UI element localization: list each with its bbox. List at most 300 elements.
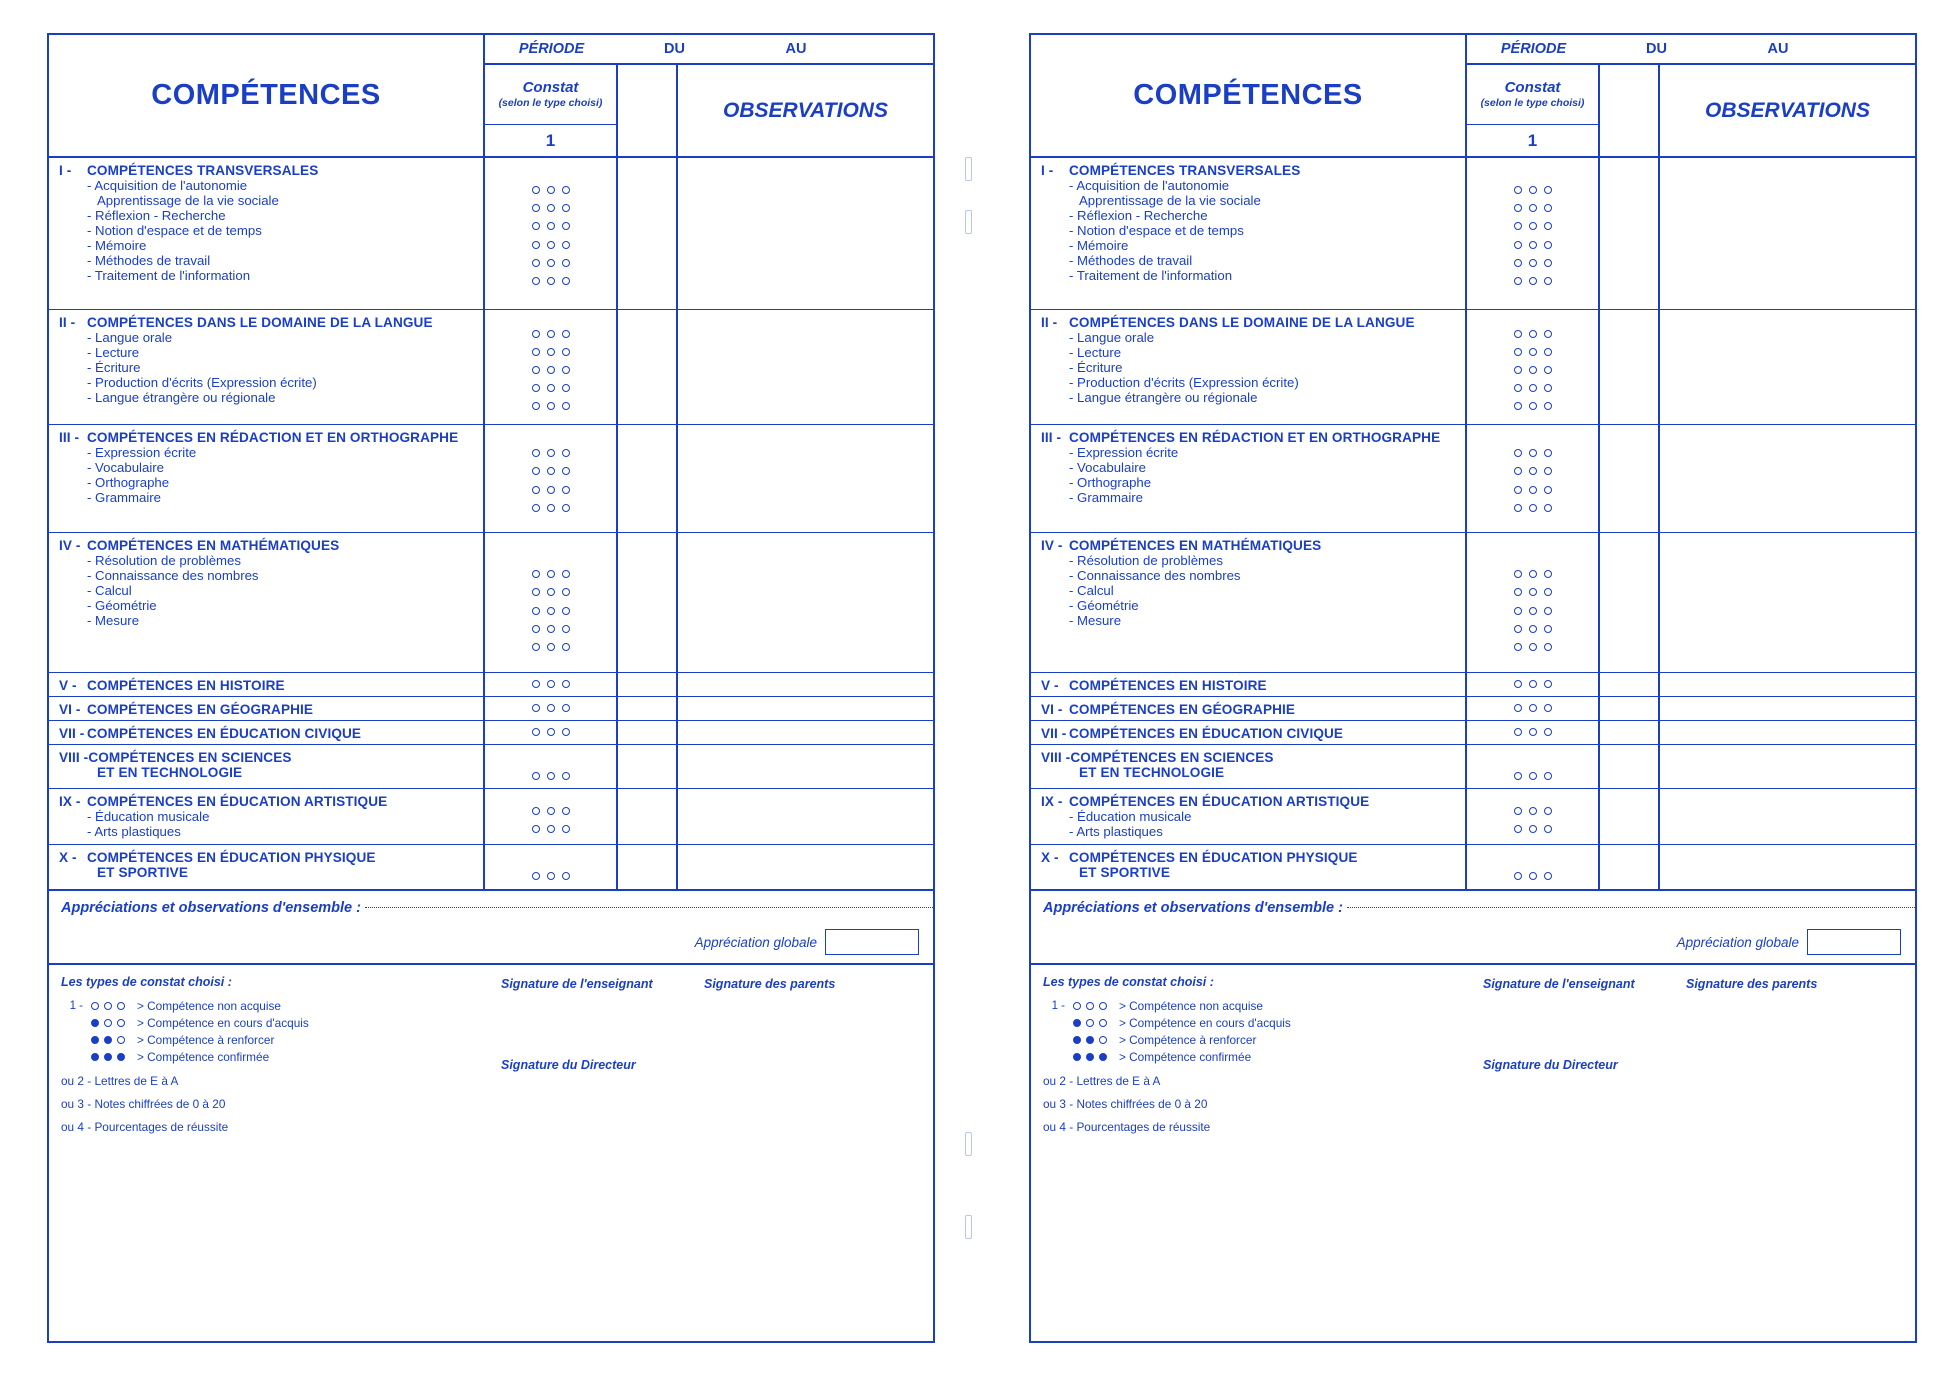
constat-dot-group[interactable] — [485, 402, 616, 410]
constat-dot-group[interactable] — [1467, 704, 1598, 712]
constat-dot[interactable] — [1514, 259, 1522, 267]
constat-dot[interactable] — [547, 402, 555, 410]
constat-dot-group[interactable] — [1467, 486, 1598, 494]
constat-dot-group[interactable] — [485, 186, 616, 194]
constat-dot[interactable] — [1544, 204, 1552, 212]
constat-dot[interactable] — [1544, 222, 1552, 230]
constat-dot[interactable] — [1544, 607, 1552, 615]
section-observations-cell[interactable] — [1660, 425, 1915, 532]
section-item: Apprentissage de la vie sociale — [1079, 193, 1261, 208]
constat-dot[interactable] — [547, 348, 555, 356]
constat-dot[interactable] — [562, 728, 570, 736]
constat-dot[interactable] — [532, 807, 540, 815]
constat-dot-group[interactable] — [1467, 807, 1598, 815]
legend-dot-group — [1071, 1002, 1119, 1010]
constat-dot[interactable] — [1529, 625, 1537, 633]
signature-teacher-label: Signature de l'enseignant — [1483, 977, 1635, 991]
constat-dot-group[interactable] — [485, 241, 616, 249]
constat-dot-group[interactable] — [1467, 277, 1598, 285]
constat-dot[interactable] — [562, 588, 570, 596]
section-blank-cell[interactable] — [1600, 721, 1660, 744]
constat-dot[interactable] — [562, 486, 570, 494]
competency-section — [1031, 789, 1915, 845]
section-observations-cell[interactable] — [1660, 310, 1915, 424]
constat-dot-group[interactable] — [1467, 222, 1598, 230]
constat-dot[interactable] — [532, 259, 540, 267]
constat-dot[interactable] — [547, 186, 555, 194]
constat-dot[interactable] — [562, 259, 570, 267]
constat-dot[interactable] — [1529, 259, 1537, 267]
constat-dot-group[interactable] — [485, 449, 616, 457]
constat-dot-group[interactable] — [1467, 680, 1598, 688]
constat-dot[interactable] — [547, 570, 555, 578]
constat-dot[interactable] — [547, 486, 555, 494]
section-observations-cell[interactable] — [1660, 673, 1915, 696]
constat-dot[interactable] — [1514, 807, 1522, 815]
constat-dot[interactable] — [1544, 872, 1552, 880]
constat-dot[interactable] — [1529, 449, 1537, 457]
section-blank-cell[interactable] — [1600, 533, 1660, 672]
constat-dot[interactable] — [547, 704, 555, 712]
period-row — [485, 35, 933, 65]
constat-dot[interactable] — [1529, 186, 1537, 194]
constat-dot[interactable] — [1529, 241, 1537, 249]
competency-section — [1031, 533, 1915, 673]
constat-dot[interactable] — [1544, 330, 1552, 338]
constat-dot[interactable] — [1514, 607, 1522, 615]
constat-dot-group[interactable] — [485, 204, 616, 212]
constat-dot-group[interactable] — [485, 607, 616, 615]
constat-dot[interactable] — [532, 625, 540, 633]
section-blank-cell[interactable] — [618, 310, 678, 424]
constat-dot-group[interactable] — [485, 570, 616, 578]
constat-dot[interactable] — [1544, 241, 1552, 249]
constat-dot[interactable] — [532, 504, 540, 512]
constat-dot[interactable] — [547, 449, 555, 457]
constat-dot[interactable] — [1544, 807, 1552, 815]
constat-dot[interactable] — [1544, 486, 1552, 494]
constat-dot[interactable] — [1514, 330, 1522, 338]
constat-dot-group[interactable] — [485, 643, 616, 651]
constat-dot[interactable] — [1544, 402, 1552, 410]
section-item: Apprentissage de la vie sociale — [97, 193, 279, 208]
legend-alternative: ou 4 - Pourcentages de réussite — [1043, 1120, 1211, 1134]
constat-dot[interactable] — [547, 259, 555, 267]
constat-dot[interactable] — [562, 186, 570, 194]
section-observations-cell[interactable] — [1660, 845, 1915, 889]
constat-dot-group[interactable] — [1467, 504, 1598, 512]
constat-dot-group[interactable] — [1467, 259, 1598, 267]
constat-dot[interactable] — [562, 825, 570, 833]
constat-dot-group[interactable] — [1467, 348, 1598, 356]
constat-dot-group[interactable] — [485, 366, 616, 374]
constat-dot[interactable] — [562, 872, 570, 880]
appreciation-dotted-line[interactable] — [365, 907, 933, 908]
legend-row — [61, 1014, 933, 1031]
competency-section — [49, 845, 933, 889]
constat-dot-group[interactable] — [485, 504, 616, 512]
constat-dot[interactable] — [562, 607, 570, 615]
constat-dot[interactable] — [1514, 772, 1522, 780]
section-blank-cell[interactable] — [618, 673, 678, 696]
constat-dot[interactable] — [547, 277, 555, 285]
constat-dot[interactable] — [1514, 204, 1522, 212]
section-observations-cell[interactable] — [1660, 789, 1915, 844]
constat-dot[interactable] — [1529, 570, 1537, 578]
constat-dot[interactable] — [532, 588, 540, 596]
constat-dot[interactable] — [1514, 872, 1522, 880]
constat-dot[interactable] — [532, 384, 540, 392]
section-item: - Notion d'espace et de temps — [87, 223, 262, 238]
constat-dot[interactable] — [1544, 467, 1552, 475]
constat-dot[interactable] — [532, 570, 540, 578]
constat-dot[interactable] — [1529, 704, 1537, 712]
constat-dot[interactable] — [1514, 825, 1522, 833]
constat-dot[interactable] — [1529, 772, 1537, 780]
section-labels — [49, 845, 485, 889]
constat-dot[interactable] — [1514, 625, 1522, 633]
section-observations-cell[interactable] — [1660, 745, 1915, 788]
section-heading-2-text: ET SPORTIVE — [97, 865, 188, 880]
constat-dot[interactable] — [1514, 366, 1522, 374]
constat-dot[interactable] — [1514, 704, 1522, 712]
constat-dot[interactable] — [547, 728, 555, 736]
constat-dot[interactable] — [562, 241, 570, 249]
constat-dot[interactable] — [562, 402, 570, 410]
constat-dot[interactable] — [532, 241, 540, 249]
constat-dot-group[interactable] — [485, 625, 616, 633]
constat-dot-group[interactable] — [485, 728, 616, 736]
constat-dot[interactable] — [1514, 570, 1522, 578]
section-blank-cell[interactable] — [1600, 697, 1660, 720]
constat-dot-group[interactable] — [485, 872, 616, 880]
constat-dot[interactable] — [1544, 449, 1552, 457]
constat-dot[interactable] — [532, 402, 540, 410]
constat-dot[interactable] — [562, 277, 570, 285]
section-observations-cell[interactable] — [678, 745, 933, 788]
constat-dot[interactable] — [532, 680, 540, 688]
constat-dot[interactable] — [1514, 277, 1522, 285]
constat-dot[interactable] — [562, 348, 570, 356]
constat-dot[interactable] — [562, 772, 570, 780]
constat-dot[interactable] — [547, 384, 555, 392]
constat-dot[interactable] — [532, 449, 540, 457]
constat-dot[interactable] — [532, 277, 540, 285]
constat-dot[interactable] — [532, 872, 540, 880]
section-blank-cell[interactable] — [1600, 425, 1660, 532]
constat-dot[interactable] — [1514, 467, 1522, 475]
constat-dot[interactable] — [1514, 222, 1522, 230]
constat-dot-group[interactable] — [485, 807, 616, 815]
section-observations-cell[interactable] — [678, 721, 933, 744]
observations-column-header — [1660, 65, 1915, 156]
constat-dot[interactable] — [1529, 680, 1537, 688]
constat-dot-group[interactable] — [485, 259, 616, 267]
constat-dot[interactable] — [547, 643, 555, 651]
constat-dot[interactable] — [547, 680, 555, 688]
constat-dot[interactable] — [1544, 625, 1552, 633]
constat-dot-group[interactable] — [485, 348, 616, 356]
constat-dot[interactable] — [547, 607, 555, 615]
constat-dot[interactable] — [1529, 330, 1537, 338]
constat-dot-group[interactable] — [1467, 330, 1598, 338]
section-observations-cell[interactable] — [678, 845, 933, 889]
section-heading — [49, 794, 483, 809]
section-blank-cell[interactable] — [618, 697, 678, 720]
constat-dot-group[interactable] — [485, 330, 616, 338]
constat-dot[interactable] — [562, 467, 570, 475]
constat-dot[interactable] — [562, 704, 570, 712]
constat-dot-group[interactable] — [1467, 449, 1598, 457]
constat-dot[interactable] — [1514, 186, 1522, 194]
constat-dot[interactable] — [1529, 366, 1537, 374]
section-observations-cell[interactable] — [1660, 533, 1915, 672]
constat-dot-group[interactable] — [1467, 366, 1598, 374]
constat-dot-group[interactable] — [1467, 467, 1598, 475]
constat-dot-group[interactable] — [1467, 402, 1598, 410]
constat-dot[interactable] — [1529, 222, 1537, 230]
legend-dot — [91, 1019, 99, 1027]
constat-dot[interactable] — [1544, 259, 1552, 267]
section-blank-cell[interactable] — [1600, 845, 1660, 889]
constat-dot[interactable] — [547, 330, 555, 338]
legend-dot — [1086, 1036, 1094, 1044]
signature-director-label: Signature du Directeur — [1483, 1058, 1618, 1072]
constat-dot[interactable] — [1529, 204, 1537, 212]
constat-dot[interactable] — [1544, 277, 1552, 285]
constat-dot[interactable] — [532, 186, 540, 194]
constat-dot[interactable] — [547, 625, 555, 633]
constat-dot[interactable] — [532, 825, 540, 833]
constat-dot[interactable] — [1514, 449, 1522, 457]
constat-dot-group[interactable] — [1467, 570, 1598, 578]
constat-dot-group[interactable] — [1467, 186, 1598, 194]
constat-dot-group[interactable] — [1467, 625, 1598, 633]
legend-alternative: ou 4 - Pourcentages de réussite — [61, 1120, 229, 1134]
constat-dot[interactable] — [1529, 643, 1537, 651]
constat-dot[interactable] — [532, 204, 540, 212]
constat-dot-group[interactable] — [485, 467, 616, 475]
constat-dot[interactable] — [562, 384, 570, 392]
binding-mark — [965, 210, 972, 234]
constat-dot-group[interactable] — [485, 222, 616, 230]
section-constat-cells — [485, 697, 618, 720]
section-observations-cell[interactable] — [678, 673, 933, 696]
constat-dot-group[interactable] — [1467, 825, 1598, 833]
constat-dot[interactable] — [532, 772, 540, 780]
constat-dot[interactable] — [1544, 384, 1552, 392]
section-blank-cell[interactable] — [1600, 673, 1660, 696]
constat-dot[interactable] — [547, 504, 555, 512]
legend-alternatives — [49, 1074, 933, 1134]
constat-dot[interactable] — [562, 204, 570, 212]
constat-dot-group[interactable] — [485, 588, 616, 596]
constat-dot[interactable] — [532, 467, 540, 475]
section-heading — [1031, 430, 1465, 445]
constat-dot[interactable] — [1529, 728, 1537, 736]
constat-dot[interactable] — [1544, 643, 1552, 651]
constat-dot[interactable] — [562, 625, 570, 633]
constat-dot-group[interactable] — [1467, 772, 1598, 780]
constat-dot[interactable] — [1529, 825, 1537, 833]
constat-dot[interactable] — [1529, 807, 1537, 815]
spacer-column-header — [618, 65, 678, 156]
section-observations-cell[interactable] — [678, 789, 933, 844]
constat-dot[interactable] — [1529, 504, 1537, 512]
constat-dot[interactable] — [1529, 277, 1537, 285]
constat-dot[interactable] — [532, 330, 540, 338]
section-roman: III - — [59, 430, 80, 445]
constat-dot-group[interactable] — [485, 680, 616, 688]
section-blank-cell[interactable] — [618, 789, 678, 844]
constat-dot[interactable] — [547, 222, 555, 230]
constat-dot[interactable] — [1514, 241, 1522, 249]
legend-dot — [117, 1019, 125, 1027]
constat-dot[interactable] — [532, 366, 540, 374]
constat-dot[interactable] — [1514, 728, 1522, 736]
constat-dot[interactable] — [1544, 366, 1552, 374]
section-heading-text: COMPÉTENCES EN HISTOIRE — [87, 678, 285, 693]
constat-dot[interactable] — [1529, 588, 1537, 596]
constat-dot[interactable] — [1544, 588, 1552, 596]
section-item: - Lecture — [1069, 345, 1122, 360]
constat-dot[interactable] — [1544, 772, 1552, 780]
constat-dot-group[interactable] — [1467, 588, 1598, 596]
constat-dot[interactable] — [532, 486, 540, 494]
constat-dot[interactable] — [1529, 607, 1537, 615]
constat-dot[interactable] — [547, 872, 555, 880]
constat-dot-group[interactable] — [1467, 643, 1598, 651]
constat-dot[interactable] — [1529, 384, 1537, 392]
constat-dot[interactable] — [562, 449, 570, 457]
section-heading-text: COMPÉTENCES EN SCIENCES — [88, 750, 292, 765]
section-observations-cell[interactable] — [678, 425, 933, 532]
constat-dot[interactable] — [1544, 680, 1552, 688]
constat-dot[interactable] — [547, 588, 555, 596]
section-blank-cell[interactable] — [1600, 789, 1660, 844]
global-appreciation-box[interactable] — [825, 929, 919, 955]
constat-dot-group[interactable] — [485, 704, 616, 712]
constat-dot[interactable] — [562, 643, 570, 651]
constat-dot-group[interactable] — [1467, 872, 1598, 880]
constat-dot-group[interactable] — [1467, 384, 1598, 392]
section-observations-cell[interactable] — [678, 533, 933, 672]
section-observations-cell[interactable] — [678, 158, 933, 309]
constat-dot[interactable] — [1529, 402, 1537, 410]
constat-dot[interactable] — [1514, 588, 1522, 596]
legend-dot — [104, 1019, 112, 1027]
constat-dot[interactable] — [532, 348, 540, 356]
constat-dot[interactable] — [1544, 504, 1552, 512]
section-blank-cell[interactable] — [618, 721, 678, 744]
section-labels — [1031, 789, 1467, 844]
constat-dot[interactable] — [1514, 384, 1522, 392]
constat-dot[interactable] — [1514, 680, 1522, 688]
constat-dot[interactable] — [562, 680, 570, 688]
constat-dot[interactable] — [547, 366, 555, 374]
constat-dot-group[interactable] — [485, 825, 616, 833]
section-observations-cell[interactable] — [678, 310, 933, 424]
constat-dot[interactable] — [1529, 872, 1537, 880]
constat-dot[interactable] — [1514, 402, 1522, 410]
constat-dot-group[interactable] — [1467, 241, 1598, 249]
constat-dot-group[interactable] — [485, 384, 616, 392]
constat-dot[interactable] — [1529, 486, 1537, 494]
constat-dot[interactable] — [1544, 728, 1552, 736]
constat-dot[interactable] — [1514, 486, 1522, 494]
section-heading-text: COMPÉTENCES DANS LE DOMAINE DE LA LANGUE — [87, 315, 433, 330]
section-observations-cell[interactable] — [1660, 721, 1915, 744]
section-blank-cell[interactable] — [618, 425, 678, 532]
section-blank-cell[interactable] — [1600, 310, 1660, 424]
constat-dot[interactable] — [1529, 467, 1537, 475]
constat-title: Constat — [522, 78, 579, 96]
constat-dot[interactable] — [562, 504, 570, 512]
constat-dot[interactable] — [1544, 186, 1552, 194]
section-observations-cell[interactable] — [1660, 158, 1915, 309]
section-blank-cell[interactable] — [1600, 745, 1660, 788]
section-observations-cell[interactable] — [1660, 697, 1915, 720]
section-blank-cell[interactable] — [618, 845, 678, 889]
constat-dot[interactable] — [532, 728, 540, 736]
constat-dot-group[interactable] — [1467, 204, 1598, 212]
constat-dot-group[interactable] — [485, 277, 616, 285]
constat-dot[interactable] — [562, 330, 570, 338]
section-blank-cell[interactable] — [618, 158, 678, 309]
constat-dot-group[interactable] — [1467, 607, 1598, 615]
section-blank-cell[interactable] — [618, 533, 678, 672]
constat-dot[interactable] — [547, 467, 555, 475]
constat-dot[interactable] — [1544, 348, 1552, 356]
constat-subtitle: (selon le type choisi) — [1480, 97, 1585, 110]
section-blank-cell[interactable] — [1600, 158, 1660, 309]
constat-dot[interactable] — [532, 607, 540, 615]
constat-title-block — [485, 65, 616, 125]
constat-dot-group[interactable] — [1467, 728, 1598, 736]
constat-dot[interactable] — [532, 643, 540, 651]
constat-dot[interactable] — [562, 807, 570, 815]
section-heading — [1031, 850, 1465, 865]
constat-dot[interactable] — [547, 807, 555, 815]
constat-dot[interactable] — [547, 825, 555, 833]
section-item: - Expression écrite — [1069, 445, 1179, 460]
constat-dot[interactable] — [532, 222, 540, 230]
legend-dot — [104, 1002, 112, 1010]
global-appreciation-box[interactable] — [1807, 929, 1901, 955]
constat-dot[interactable] — [547, 772, 555, 780]
appreciation-dotted-line[interactable] — [1347, 907, 1915, 908]
section-blank-cell[interactable] — [618, 745, 678, 788]
section-observations-cell[interactable] — [678, 697, 933, 720]
constat-dot[interactable] — [1544, 825, 1552, 833]
constat-dot[interactable] — [562, 222, 570, 230]
constat-dot[interactable] — [1514, 504, 1522, 512]
constat-dot[interactable] — [547, 241, 555, 249]
constat-dot[interactable] — [532, 704, 540, 712]
constat-dot[interactable] — [547, 204, 555, 212]
constat-dot-group[interactable] — [485, 772, 616, 780]
section-item: - Géométrie — [87, 598, 157, 613]
constat-dot[interactable] — [1544, 704, 1552, 712]
constat-dot[interactable] — [562, 570, 570, 578]
legend-title: Les types de constat choisi : — [1043, 975, 1214, 989]
constat-dot[interactable] — [562, 366, 570, 374]
constat-dot[interactable] — [1514, 348, 1522, 356]
constat-dot[interactable] — [1514, 643, 1522, 651]
constat-dot-group[interactable] — [485, 486, 616, 494]
constat-dot[interactable] — [1544, 570, 1552, 578]
constat-dot[interactable] — [1529, 348, 1537, 356]
